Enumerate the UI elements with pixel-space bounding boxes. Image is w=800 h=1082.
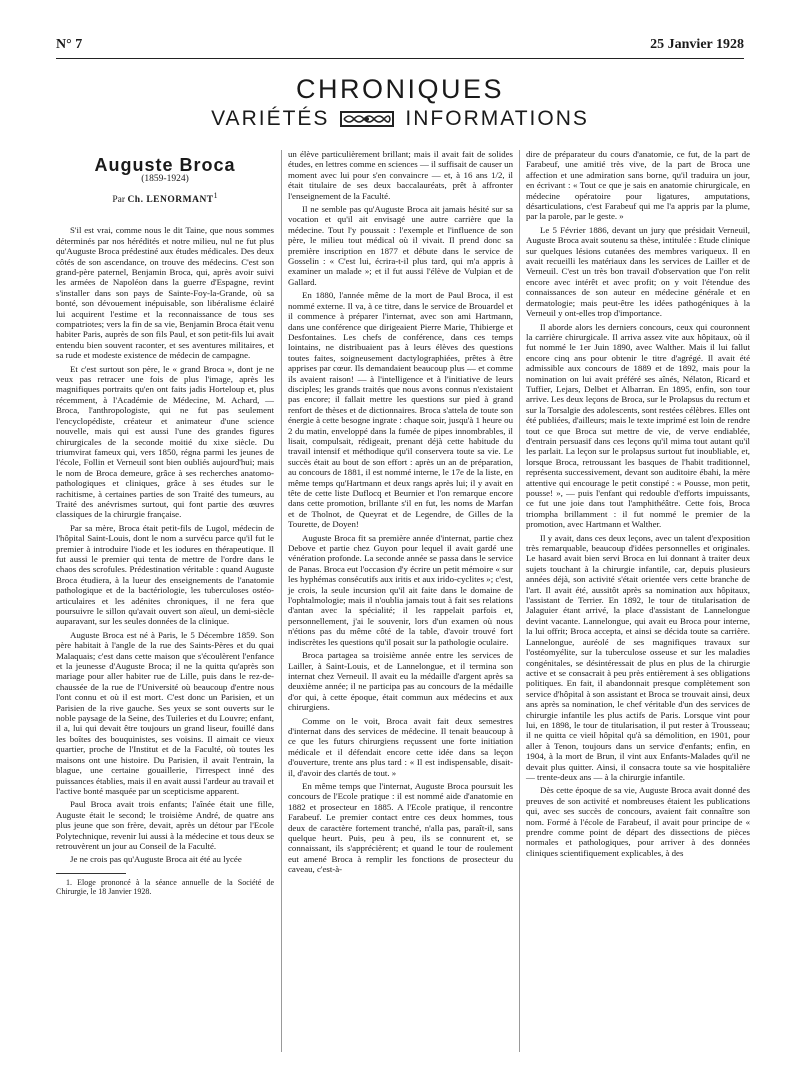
issue-number: N° 7 <box>56 37 83 52</box>
byline-prefix: Par <box>112 194 126 205</box>
paragraph: En même temps que l'internat, Auguste Broca poursuit les concours de l'Ecole pratique : il est nommé aide d'anatomie en 1882 et prosecteur en 1885. A l'Ecole pratique, il rencontre Farabeuf. Le premier contact entre ces deux hommes, tous deux de caractère fortement tranché, n'alla pas, paraît-il, sans quelque heurt. Puis, peu à peu, ils se connurent et, se connaissant, ils s'apprécièrent; et quand le tour de roulement eut amené Broca à remplir les fonctions de prosecteur du caveau, c'est-à- <box>288 780 513 875</box>
column-1 <box>56 155 274 900</box>
paragraph: S'il est vrai, comme nous le dit Taine, que nous sommes déterminés par nos hérédités et notre milieu, nul ne fut plus qu'Auguste Broca prédestiné aux études médicales. Des deux côtés de son ascendance, on trouve des médecins. C'est son grand-père paternel, Benjamin Broca, qui, après avoir suivi les armées de Napoléon dans la guerre d'Espagne, revint s'installer dans son pays de Sainte-Foy-la-Grande, où sa bonté, son dévouement inépuisable, son libéralisme éclairé lui acquirent l'estime et la reconnaissance de tous ses compatriotes; vers la fin de sa vie, Benjamin Broca était venu habiter Paris, auprès de son fils Paul, et son petit-fils lui avait entendu bien souvent raconter, et ses aventures militaires, et sa rude et modeste existence de médecin de campagne. <box>56 225 274 361</box>
paragraph: Il y avait, dans ces deux leçons, avec un talent d'exposition très remarquable, beaucoup d'idées personnelles et originales. Le hasard avait bien servi Broca en lui donnant à traiter deux sujets touchant à la chirurgie infantile, car, depuis plusieurs années déjà, son activité s'était orientée vers cette branche de l'art. Il avait été, aussitôt après sa nomination aux hôpitaux, l'assistant de Terrier. En 1892, le tour de titularisation de Jalaguier étant arrivé, la place d'assistant de Lannelongue devint vacante. Lannelongue, qui avait eu Broca pour interne, la lui offrit; Broca accepta, et ainsi se décida toute sa carrière. Lannelongue, auréolé de ses magnifiques travaux sur l'ostéomyélite, sur la tuberculose osseuse et sur les maladies congénitales, se désintéressait de plus en plus de la chirurgie active et se consacrait à peu près entièrement à ses obligations politiques. En fait, il abandonnait presque complètement son service d'hôpital à son assistant et Broca se trouvait ainsi, deux ans après sa nomination, le chef véritable d'un des services de chirurgie infantile les plus actifs de Paris. Lorsque vint pour lui, en 1898, le tour de titularisation, il put rester à Trousseau; il ne quitta ce vieil hôpital qu'à sa démolition, en 1901, pour aller à Tenon, toujours dans un service d'enfants; enfin, en 1904, à la mort de Brun, il vint aux Enfants-Malades qu'il ne devait plus quitter. Ainsi, il consacra toute sa vie hospitalière — trente-deux ans — à la chirurgie infantile. <box>526 532 750 782</box>
paragraph: Paul Broca avait trois enfants; l'aînée était une fille, Auguste était le second; le troisième André, de quatre ans plus jeune que son frère, devait, après un détour par l'Ecole Polytechnique, revenir lui aussi à la médecine et tous deux se retrouvèrent un jour au Conseil de la Faculté. <box>56 799 274 851</box>
column-3 <box>526 149 750 861</box>
paragraph: Il aborde alors les derniers concours, ceux qui couronnent la carrière chirurgicale. Il arriva assez vite aux hôpitaux, où il fut nommé le 1er Juin 1890, avec Walther. Mais il lui fallut encore cinq ans pour obtenir le titre d'agrégé. Il avait été admissible aux concours de 1889 et de 1892, mais pour la nomination on lui avait préféré ses aînés, Nélaton, Ricard et Tuffier, Lejars, Delbet et Albarran. En 1895, enfin, son tour arrive. Les deux leçons de Broca, sur le Prolapsus du rectum et sur la Torsalgie des adolescents, sont restées célèbres. Elles ont été publiées, d'ailleurs; mais le texte imprimé est loin de rendre tout ce que Broca sut mettre de vie, de verve endiablée, d'entrain persuasif dans ces leçons qu'il mima tout autant qu'il les parlait. La leçon sur le prolapsus surtout fut inoubliable, et, lorsque Broca, retroussant les basques de l'habit traditionnel, représenta successivement, devant son auditoire ébahi, la mère attentive qui encourage le petit constipé : « Pousse, mon petit, pousse! », — puis l'enfant qui redouble d'efforts impuissants, ce fut une joie dans tout l'amphithéâtre. Cette fois, Broca triompha brillamment : il fut nommé le premier de la promotion, avec Hartmann et Walther. <box>526 321 750 530</box>
paragraph: un élève particulièrement brillant; mais il avait fait de solides études, en lettres comme en sciences — il suffisait de causer un moment avec lui pour s'en convaincre — et, à 16 ans 1/2, il était titulaire de ses deux baccalauréats, prêt à affronter l'enseignement de la Faculté. <box>288 149 513 201</box>
masthead-informations: INFORMATIONS <box>405 107 589 130</box>
article-byline <box>56 191 274 206</box>
paragraph: Dès cette époque de sa vie, Auguste Broca avait donné des preuves de son activité et nombreuses étaient les publications qui, avec ses succès de concours, avaient fait connaître son nom. Formé à l'école de Farabeuf, il avait pour principe de « prendre comme point de départ des dissections de pièces normales et pathologiques, pour arriver à des données cliniques scientifiquement explicables, à des <box>526 785 750 858</box>
paragraph: Comme on le voit, Broca avait fait deux semestres d'internat dans des services de médecine. Il tenait beaucoup à ce que les futurs chirurgiens reçussent une forte initiation médicale et il défendait encore cette idée dans sa leçon d'ouverture, trente ans plus tard : « Il est indispensable, disait-il, d'avoir des clartés de tout. » <box>288 715 513 778</box>
issue-date: 25 Janvier 1928 <box>650 37 744 52</box>
header-rule <box>56 58 744 59</box>
masthead <box>0 74 800 131</box>
masthead-sections <box>0 107 800 131</box>
paragraph: Le 5 Février 1886, devant un jury que présidait Verneuil, Auguste Broca avait soutenu sa thèse, intitulée : Etude clinique sur quelques lésions cutanées des membres variqueux. Il en avait recueilli les matériaux dans les services de Lailler et de Verneuil. C'est un très bon travail d'observation que l'on relit encore avec intérêt et avec profit; on y voit l'étendue des connaissances de son auteur en médecine générale et en dermatologie; mais peut-être les idées pathogéniques à la Verneuil y ont-elles trop d'importance. <box>526 224 750 319</box>
footnote-ref: 1 <box>213 190 218 200</box>
masthead-varietes: VARIÉTÉS <box>211 107 330 130</box>
paragraph: En 1880, l'année même de la mort de Paul Broca, il est nommé externe. Il va, à ce titre, dans le service de Brouardel et il commence à préparer l'internat, avec son ami Hartmann, dans une conférence que dirigeaient Pierre Marie, Thibierge et Desfontaines. Les chefs de conférence, dans ces temps lointains, ne distribuaient pas à leurs élèves des questions toutes faites, soigneusement dactylographiées, prêtes à être apprises par cœur. Ils demandaient beaucoup plus — et comme ils avaient raison! — à l'intelligence et à l'initiative de leurs disciples; les grands traités que nous avons connus n'existaient pas encore; il fallait mettre les questions sur pied à grand renfort de thèses et de dictionnaires. Broca s'attela de toute son énergie à cette besogne ingrate : chaque soir, jusqu'à 1 heure ou 2 du matin, enveloppé dans la fumée de pipes innombrables, il lisait, compulsait, rédigeait, prenant déjà cette habitude du travail intensif et méthodique qu'il conservera toute sa vie. Le succès était au bout de son effort : après un an de préparation, au concours de 1881, il est nommé interne, le 17e de la liste, en même temps qu'Hartmann et deux rangs après lui; il y avait en tête de cette liste Duflocq et Beurnier et l'on remarque encore dans cette promotion, brillante s'il en fut, les noms de Marfan et de Tholnot, de Queyrat et de Legendre, de Gilles de la Tourette, de Doyen! <box>288 290 513 530</box>
paragraph: Et c'est surtout son père, le « grand Broca », dont je ne veux pas retracer une fois de plus l'image, après les magnifiques portraits qu'en ont faits jadis Horteloup et, plus récemment, à l'Académie de Médecine, M. Achard, — Broca, l'anthropologiste, qui ne fut pas seulement l'encyclopédiste, créateur et animateur d'une science nouvelle, mais qui est aussi l'une des grandes figures chirurgicales de la seconde moitié du xixe siècle. Du triumvirat fameux qui, vers 1850, régna parmi les jeunes de l'école, Follin et Verneuil sont bien oubliés aujourd'hui; mais le nom de Broca demeure, grâce à ses recherches anatomo-pathologiques et cliniques, grâce à ses études sur le rachitisme, à certaines parties de son Traité des tumeurs, au Traité des anévrismes surtout, qui font partie des œuvres classiques de la chirurgie française. <box>56 363 274 520</box>
footnote-rule <box>56 873 126 874</box>
paragraph: Je ne crois pas qu'Auguste Broca ait été au lycée <box>70 854 242 865</box>
paragraph: dire de préparateur du cours d'anatomie, ce fut, de la part de Farabeuf, une amitié très vive, de la part de Broca une affection et une admiration sans borne, qu'il traduira un jour, en écrivant : « Tout ce que je sais en anatomie chirurgicale, en médecine opératoire pour ligatures, amputations, désarticulations, c'est Farabeuf qui me l'a appris par la plume, par la parole, par le geste. » <box>526 149 750 222</box>
article-title: Auguste Broca <box>94 155 236 175</box>
article-dates: (1859-1924) <box>141 174 189 185</box>
footnote: 1. Eloge prononcé à la séance annuelle de la Société de Chirurgie, le 18 Janvier 1928. <box>56 877 274 897</box>
interlace-ornament-icon <box>339 110 395 128</box>
masthead-chroniques: CHRONIQUES <box>295 74 504 104</box>
column-2 <box>288 149 513 878</box>
author-name: Ch. LENORMANT <box>127 194 214 205</box>
paragraph: Auguste Broca fit sa première année d'internat, partie chez Debove et partie chez Guyon pour lequel il avait gardé une vénération profonde. La seconde année se passa dans le service de Panas. Broca eut l'occasion d'y écrire un petit mémoire « sur les hyphémas consécutifs aux iritis et aux irido-cyclites »; c'est, je crois, la seule incursion qu'il ait faite dans le domaine de l'ophtalmologie; mais il n'oublia jamais tout à fait ses relations d'antan avec la spécialité; il les rappelait parfois et, personnellement, j'ai le souvenir, lors d'un examen où nous n'étions pas du même côté de la table, d'avoir trouvé fort indiscrètes les questions qu'il posait sur la pathologie oculaire. <box>288 532 513 647</box>
paragraph: Par sa mère, Broca était petit-fils de Lugol, médecin de l'hôpital Saint-Louis, dont le nom a survécu parce qu'il fut le premier à introduire l'iode et les iodures en thérapeutique. Il fut aussi le premier qui tenta de mettre de l'ordre dans le chaos des scrofules. Prédestination véritable : quand Auguste Broca étudiera, à la lueur des enseignements de l'anatomie pathologique et de la bactériologie, les tuberculoses ostéo-articulaires et les adénites chroniques, il ne fera que poursuivre le sillon qu'avait ouvert son aïeul, un demi-siècle auparavant, sur les seules données de la clinique. <box>56 522 274 627</box>
paragraph: Auguste Broca est né à Paris, le 5 Décembre 1859. Son père habitait à l'angle de la rue des Saints-Pères et du quai Malaquais; c'est dans cette maison que s'écoulèrent l'enfance et la jeunesse d'Auguste Broca; il ne la quitta qu'après son mariage pour aller habiter rue de Lille, puis dans le rez-de-chaussée de la rue de l'Université où beaucoup d'entre nous l'ont connu et où il est mort. C'est donc un Parisien, et un Parisien de la rive gauche. Ses yeux se sont ouverts sur le noble paysage de la Seine, des Tuileries et du Louvre; enfant, il a, lui qui devait être toujours un grand liseur, fouillé dans les boîtes des bouquinistes, ses voisins. Il aimait ce vieux quartier, proche de l'Institut et de la Faculté, où toutes les maisons ont une histoire. Du Parisien, il avait l'entrain, la blague, une certaine gouaillerie, l'irrespect inné des puissances établies, mais il en avait aussi l'ardeur au travail et l'active bonté masquée par un scepticisme apparent. <box>56 629 274 796</box>
column-divider <box>281 150 282 1052</box>
column-divider <box>519 150 520 1052</box>
paragraph: Broca partagea sa troisième année entre les services de Lailler, à Saint-Louis, et de Lannelongue, et il termina son internat chez Verneuil. Il avait eu la médaille d'argent après sa deuxième année; il ne participa pas au concours de la médaille d'or qui, à cette époque, était commun aux médecins et aux chirurgiens. <box>288 650 513 713</box>
paragraph: Il ne semble pas qu'Auguste Broca ait jamais hésité sur sa vocation et qu'il ait envisagé une autre carrière que la médecine. Tout l'y poussait : l'exemple et l'influence de son père, le milieu tout médical où il vivait. Il prend donc sa première inscription en 1877 et débute dans le service de Gosselin : « C'est lui, écrira-t-il plus tard, qui m'a appris à examiner un malade »; et il fut aussi l'élève de Vulpian et de Gallard. <box>288 204 513 287</box>
